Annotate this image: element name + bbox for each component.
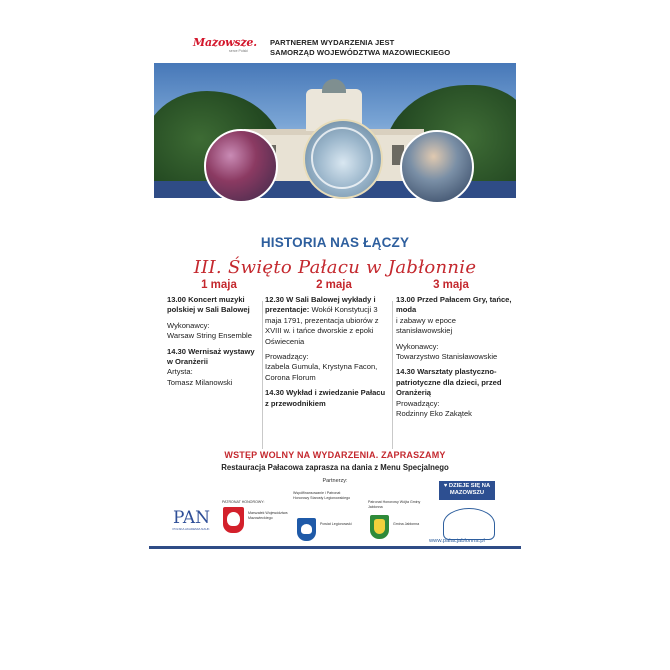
program-label: Prowadzący: [265,352,309,362]
program-title: 13.00 Przed Pałacem Gry, tańce, moda [396,295,512,315]
program-text: Izabela Gumula, Krystyna Facon, Corona Florum [265,362,378,382]
program-item [265,295,391,347]
day-3-header: 3 maja [433,279,469,291]
costume-photo-circle [204,129,278,203]
program-title: 14.30 Wykład i zwiedzanie Pałacu z przewodnikiem [265,388,386,408]
mazowsze-tagline: serce Polski [229,49,248,53]
day-1-header: 1 maja [201,279,237,291]
program-item [167,347,261,389]
pan-subtitle: POLSKA AKADEMIA NAUK [172,527,210,531]
bottom-bar [149,546,521,549]
powiat-name: Powiat Legionowski [320,522,352,526]
palace-dome [322,79,346,93]
program-text: Towarzystwo Stanisławowskie [396,352,498,362]
mazowsze-logo [193,36,263,60]
ceiling-dial-circle [303,119,383,199]
partner-line-2: SAMORZĄD WOJEWÓDZTWA MAZOWIECKIEGO [270,48,451,57]
program-item [265,352,391,383]
event-title: III. Święto Pałacu w Jabłonnie [193,257,477,278]
palace-jablonna-logo [443,508,495,540]
dzieje-sie-badge: ♥ DZIEJE SIĘ NA MAZOWSZU [439,481,495,500]
day-1-program [167,295,261,393]
program-item [396,295,514,337]
program-item [396,367,514,419]
day-2-header: 2 maja [316,279,352,291]
event-poster [149,21,521,549]
program-label: Artysta: [167,367,193,377]
program-text: Wokół Konstytucji 3 maja 1791, prezentacja ubiorów z XVIII w. i tańce dworskie z epoki Oświecenia [265,305,379,346]
partners-label: Partnerzy: [322,478,348,484]
gmina-coat-of-arms-icon [370,515,389,539]
gmina-caption: Patronat Honorowy Wójta Gminy Jabłonna [368,500,421,509]
free-entry-notice: WSTĘP WOLNY NA WYDARZENIA. ZAPRASZAMY [224,450,446,460]
day-2-program [265,295,391,414]
column-divider [262,301,263,449]
program-title: 12.30 W Sali Balowej wykłady i prezentacje: [265,295,376,315]
partner-line-1: PARTNEREM WYDARZENIA JEST [270,38,395,47]
program-label: Prowadzący: [396,398,440,408]
mazowsze-coat-of-arms-icon [223,507,244,533]
mazowsze-wordmark: Mazowsze. [193,36,257,49]
dial-ring [311,127,373,189]
event-motto: HISTORIA NAS ŁĄCZY [260,235,410,250]
king-portrait-circle [400,130,474,204]
program-label: Wykonawcy: [396,341,439,351]
powiat-coat-of-arms-icon [297,518,316,541]
pan-logo: PAN [173,508,211,528]
program-text: Tomasz Milanowski [167,377,233,387]
program-label: Wykonawcy: [167,320,210,330]
program-item [396,342,514,363]
program-title: 14.30 Warsztaty plastyczno-patriotyczne dla dzieci, przed Oranżerią [396,367,502,398]
partner-statement [270,38,450,58]
program-item [167,321,261,342]
program-title: 14.30 Wernisaż wystawy w Oranżerii [167,346,255,367]
powiat-caption: Współfinansowanie i Patronat Honorowy Starosty Legionowskiego [293,491,351,500]
program-text: i zabawy w epoce stanisławowskiej [396,315,456,336]
program-item [167,295,261,316]
patronat-caption: PATRONAT HONOROWY: [222,500,265,504]
website-link[interactable]: www.palacjablonna.pl [429,538,485,544]
column-divider [392,301,393,449]
program-text: Rodzinny Eko Zakątek [396,409,472,419]
restaurant-notice: Restauracja Pałacowa zaprasza na dania z Menu Specjalnego [221,463,449,472]
program-item [265,388,391,409]
program-text: Warsaw String Ensemble [167,331,252,341]
mazowsze-marshal-name: Marszałek Województwa Mazowieckiego [248,511,288,520]
gmina-name: Gmina Jabłonna [393,522,420,526]
program-title: 13.00 Koncert muzyki polskiej w Sali Balowej [167,295,250,315]
day-3-program [396,295,514,424]
